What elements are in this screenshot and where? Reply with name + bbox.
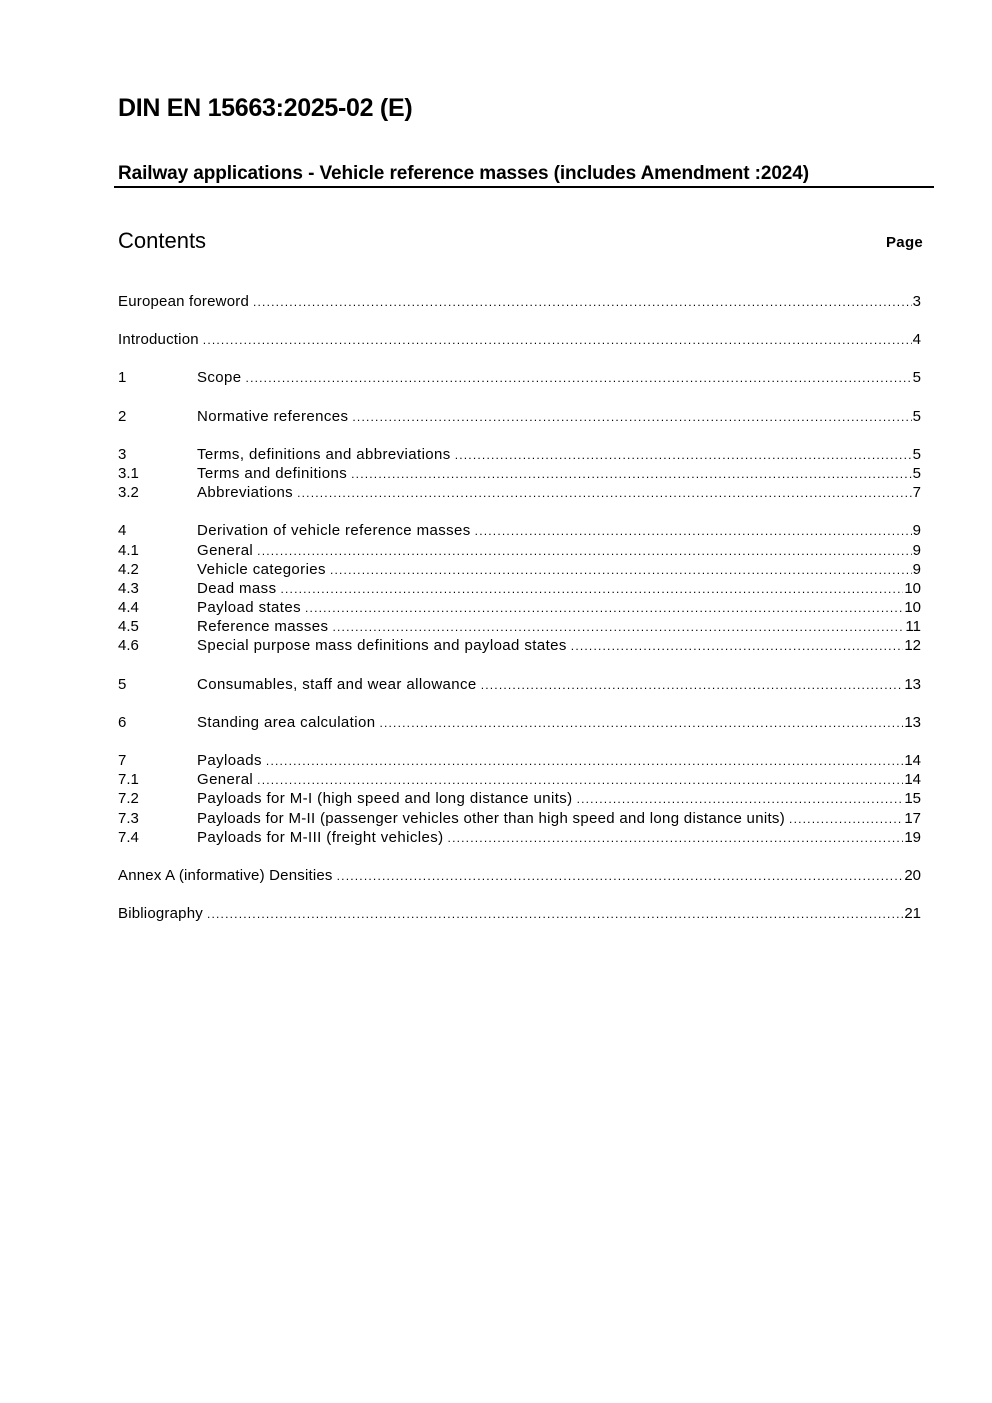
- toc-entry[interactable]: [118, 541, 921, 560]
- toc-entry[interactable]: [118, 770, 921, 789]
- toc-entry-page: 10: [904, 599, 921, 617]
- toc-entry-page: 9: [912, 522, 921, 540]
- toc-entry-title: Special purpose mass definitions and payload states: [197, 637, 567, 655]
- toc-dot-leader: [246, 369, 912, 388]
- toc-entry-title: General: [197, 541, 254, 559]
- toc-entry-number: 3.2: [118, 484, 139, 502]
- toc-entry[interactable]: [118, 675, 921, 694]
- toc-entry-number: 2: [118, 407, 127, 425]
- toc-entry-title: Terms, definitions and abbreviations: [197, 445, 451, 463]
- toc-dot-leader: [257, 771, 903, 790]
- toc-entry-page: 5: [912, 407, 921, 425]
- contents-heading: Contents: [118, 228, 207, 253]
- toc-entry-number: 4.1: [118, 541, 139, 559]
- toc-entry-title: Payloads for M-III (freight vehicles): [197, 828, 444, 846]
- toc-dot-leader: [330, 561, 912, 580]
- toc-entry-page: 13: [904, 675, 921, 693]
- toc-dot-leader: [455, 446, 912, 465]
- toc-entry[interactable]: [118, 368, 921, 387]
- toc-entry-title: Bibliography: [118, 905, 203, 923]
- toc-entry-number: 1: [118, 369, 127, 387]
- toc-entry-page: 5: [912, 445, 921, 463]
- toc-entry-title: Abbreviations: [197, 484, 294, 502]
- toc-entry-page: 5: [912, 369, 921, 387]
- toc-entry-number: 7.4: [118, 828, 139, 846]
- toc-dot-leader: [379, 714, 903, 733]
- toc-dot-leader: [266, 752, 903, 771]
- toc-entry[interactable]: [118, 598, 921, 617]
- toc-entry[interactable]: [118, 789, 921, 808]
- toc-entry-page: 7: [912, 484, 921, 502]
- toc-entry-number: 7: [118, 752, 127, 769]
- toc-entry-number: 4.5: [118, 618, 139, 636]
- toc-dot-leader: [448, 829, 904, 848]
- toc-entry-title: Payloads for M-I (high speed and long distance units): [197, 790, 573, 808]
- toc-entry-title: Payloads: [197, 752, 262, 769]
- toc-dot-leader: [305, 599, 903, 618]
- toc-entry-title: Payloads for M-II (passenger vehicles other than high speed and long distance units): [197, 809, 786, 827]
- toc-dot-leader: [481, 676, 904, 695]
- document-subtitle: Railway applications - Vehicle reference masses (includes Amendment :2024): [118, 163, 809, 184]
- toc-entry-number: 7.1: [118, 771, 139, 789]
- toc-entry-page: 15: [904, 790, 921, 808]
- toc-entry-page: 12: [904, 637, 921, 655]
- toc-entry[interactable]: [118, 521, 921, 540]
- toc-dot-leader: [203, 331, 912, 350]
- toc-dot-leader: [297, 484, 912, 503]
- toc-entry-page: 10: [904, 579, 921, 597]
- toc-entry-page: 11: [905, 618, 921, 636]
- toc-dot-leader: [253, 293, 912, 312]
- toc-entry-page: 3: [912, 293, 921, 310]
- toc-dot-leader: [280, 580, 903, 599]
- toc-entry-page: 9: [912, 560, 921, 578]
- toc-entry-page: 17: [904, 809, 921, 827]
- toc-entry-title: Terms and definitions: [197, 464, 348, 482]
- toc-entry-number: 7.3: [118, 809, 139, 827]
- toc-entry[interactable]: [118, 636, 921, 655]
- toc-entry[interactable]: [118, 483, 921, 502]
- table-of-contents: [118, 292, 921, 923]
- toc-entry[interactable]: [118, 828, 921, 847]
- toc-dot-leader: [351, 465, 912, 484]
- toc-entry-page: 21: [904, 905, 921, 923]
- toc-dot-leader: [337, 867, 904, 886]
- toc-entry-title: Annex A (informative) Densities: [118, 866, 333, 884]
- toc-entry-number: 4.6: [118, 637, 139, 655]
- toc-entry[interactable]: [118, 560, 921, 579]
- toc-entry-title: Standing area calculation: [197, 713, 376, 731]
- toc-entry-title: Derivation of vehicle reference masses: [197, 522, 471, 540]
- toc-dot-leader: [257, 542, 911, 561]
- toc-entry[interactable]: [118, 751, 921, 770]
- toc-entry-number: 3: [118, 445, 127, 463]
- toc-entry-title: Normative references: [197, 407, 349, 425]
- toc-entry[interactable]: [118, 809, 921, 828]
- toc-entry[interactable]: [118, 904, 921, 923]
- toc-entry[interactable]: [118, 464, 921, 483]
- toc-entry-page: 20: [904, 866, 921, 884]
- toc-entry[interactable]: [118, 713, 921, 732]
- toc-entry[interactable]: [118, 407, 921, 426]
- toc-entry[interactable]: [118, 617, 921, 636]
- toc-entry-title: European foreword: [118, 293, 249, 310]
- toc-entry-page: 14: [904, 752, 921, 769]
- toc-entry-number: 3.1: [118, 464, 139, 482]
- toc-entry-title: Vehicle categories: [197, 560, 326, 578]
- toc-dot-leader: [475, 522, 912, 541]
- toc-dot-leader: [332, 618, 904, 637]
- toc-dot-leader: [207, 905, 903, 924]
- toc-entry[interactable]: [118, 579, 921, 598]
- toc-entry-page: 9: [912, 541, 921, 559]
- toc-entry-title: Consumables, staff and wear allowance: [197, 675, 477, 693]
- toc-entry-number: 4.3: [118, 579, 139, 597]
- toc-entry[interactable]: [118, 330, 921, 349]
- toc-entry-title: Payload states: [197, 599, 301, 617]
- toc-dot-leader: [789, 810, 903, 829]
- toc-entry-number: 4.2: [118, 560, 139, 578]
- toc-dot-leader: [352, 408, 911, 427]
- toc-entry-page: 4: [912, 331, 921, 349]
- toc-entry[interactable]: [118, 866, 921, 885]
- toc-entry-title: Dead mass: [197, 579, 277, 597]
- toc-entry-title: General: [197, 771, 254, 789]
- toc-entry[interactable]: [118, 292, 921, 311]
- toc-entry-page: 13: [904, 713, 921, 731]
- subtitle-rule: [114, 186, 934, 188]
- toc-entry-title: Reference masses: [197, 618, 329, 636]
- toc-entry-page: 5: [912, 464, 921, 482]
- page-column-heading: Page: [886, 234, 924, 251]
- toc-entry-page: 14: [904, 771, 921, 789]
- toc-entry[interactable]: [118, 445, 921, 464]
- toc-entry-number: 4.4: [118, 599, 139, 617]
- toc-entry-title: Introduction: [118, 331, 199, 349]
- toc-entry-number: 5: [118, 675, 127, 693]
- document-title: DIN EN 15663:2025-02 (E): [118, 94, 413, 122]
- toc-entry-title: Scope: [197, 369, 242, 387]
- toc-entry-number: 4: [118, 522, 127, 540]
- toc-entry-number: 7.2: [118, 790, 139, 808]
- toc-entry-page: 19: [904, 828, 921, 846]
- toc-dot-leader: [571, 637, 904, 656]
- toc-entry-number: 6: [118, 713, 127, 731]
- toc-dot-leader: [577, 790, 904, 809]
